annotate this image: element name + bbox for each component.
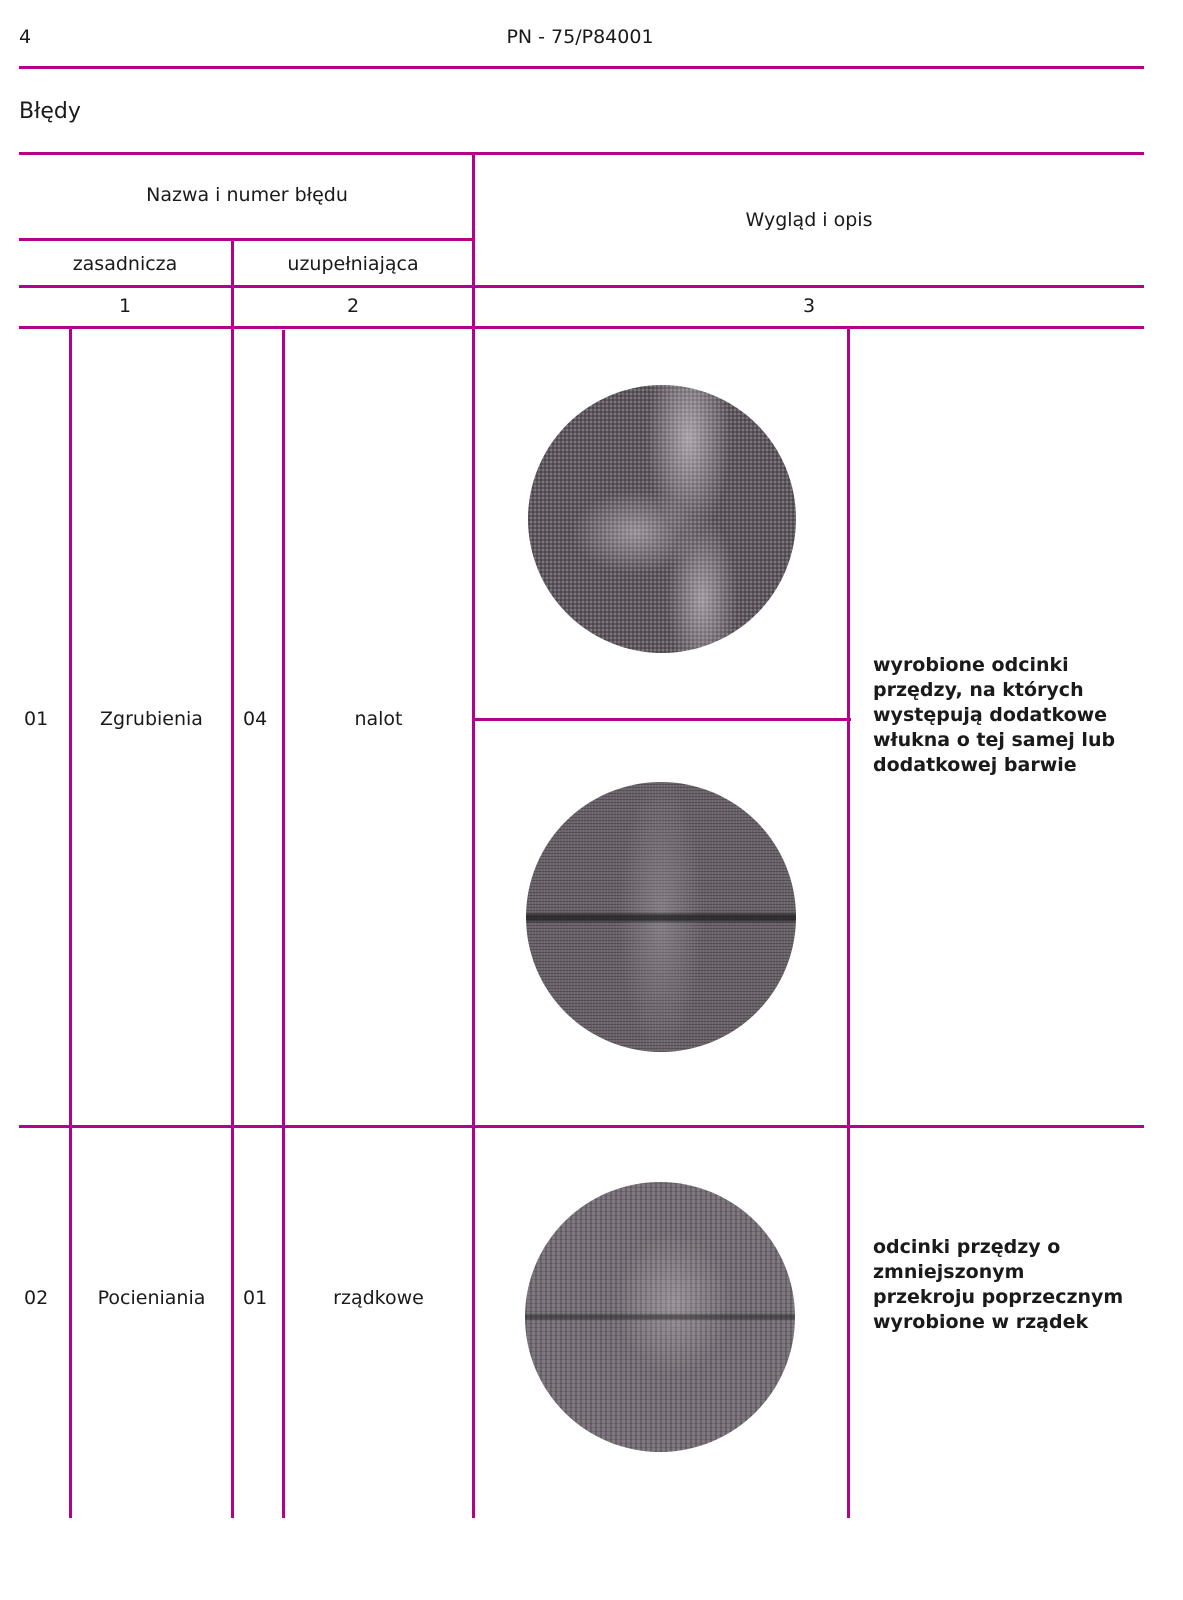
- row-divider-rule: [19, 1125, 1144, 1128]
- description-line: wyrobione odcinki: [873, 654, 1069, 676]
- fabric-photo-rzadkowe: [525, 1182, 795, 1452]
- main-name: Pocieniania: [97, 1287, 206, 1309]
- subheader-rule: [19, 238, 475, 241]
- number-row-rule: [19, 326, 1144, 329]
- col-divider-appearance: [472, 152, 475, 1518]
- main-code: 01: [24, 708, 49, 730]
- col-divider-description: [847, 326, 850, 1518]
- defect-description: [873, 1235, 1123, 1335]
- sub-name: rządkowe: [333, 1287, 424, 1309]
- sub-code: 01: [243, 1287, 268, 1309]
- description-line: występują dodatkowe: [873, 704, 1108, 726]
- main-code: 02: [24, 1287, 49, 1309]
- col-divider-code-sub: [282, 330, 285, 1518]
- fabric-photo-nalot-2: [526, 782, 796, 1052]
- col-group-header: Nazwa i numer błędu: [146, 184, 348, 206]
- col-appearance-header: Wygląd i opis: [745, 209, 873, 231]
- header-rule: [19, 66, 1144, 69]
- col-number-2: 2: [346, 295, 360, 317]
- col-supplementary-header: uzupełniająca: [287, 253, 419, 275]
- description-line: odcinki przędzy o: [873, 1236, 1061, 1258]
- col-number-3: 3: [802, 295, 816, 317]
- section-title: Błędy: [19, 99, 81, 124]
- description-line: wyrobione w rządek: [873, 1311, 1089, 1333]
- col-divider-code-main: [69, 326, 72, 1518]
- header-bottom-rule: [19, 285, 1144, 288]
- description-line: przędzy, na których: [873, 679, 1084, 701]
- description-line: przekroju poprzecznym: [873, 1286, 1124, 1308]
- fabric-photo-nalot-1: [528, 385, 796, 653]
- description-line: dodatkowej barwie: [873, 754, 1077, 776]
- sub-code: 04: [243, 708, 268, 730]
- sub-name: nalot: [354, 708, 403, 730]
- col-main-header: zasadnicza: [72, 253, 178, 275]
- page-number: 4: [19, 26, 32, 48]
- defect-description: [873, 653, 1115, 778]
- description-line: włukna o tej samej lub: [873, 729, 1116, 751]
- main-name: Zgrubienia: [100, 708, 203, 730]
- standard-code: PN - 75/P84001: [506, 26, 654, 48]
- image-divider-rule: [474, 718, 851, 721]
- table-top-rule: [19, 152, 1144, 155]
- col-divider-main: [231, 238, 234, 1518]
- col-number-1: 1: [118, 295, 132, 317]
- description-line: zmniejszonym: [873, 1261, 1025, 1283]
